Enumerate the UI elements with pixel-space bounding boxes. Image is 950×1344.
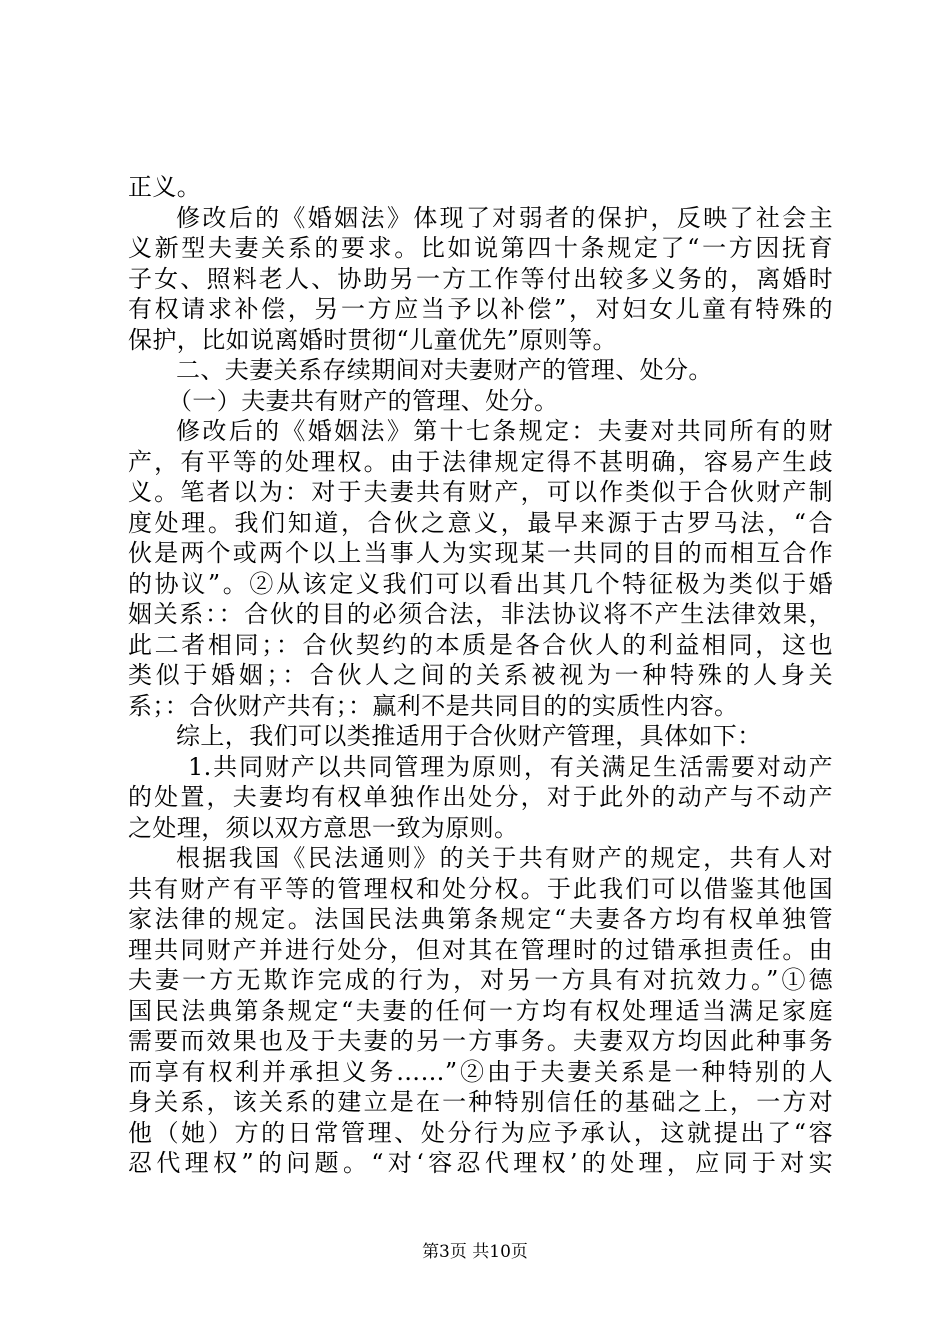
text-line: 正义。 <box>128 173 202 201</box>
text-line: 共有财产有平等的管理权和处分权。于此我们可以借鉴其他国 <box>128 874 833 903</box>
text-line: 忍代理权”的问题。“对‘容忍代理权’的处理，应同于对实 <box>128 1149 833 1177</box>
text-line: 义。笔者以为：对于夫妻共有财产，可以作类似于合伙财产制 <box>128 478 833 506</box>
text-line: 保护，比如说离婚时贯彻“儿童优先”原则等。 <box>128 325 617 354</box>
page-number-label: 第3页 共10页 <box>422 1242 528 1262</box>
text-line: 修改后的《婚姻法》体现了对弱者的保护，反映了社会主 <box>176 203 833 232</box>
text-line: 子女、照料老人、协助另一方工作等付出较多义务的，离婚时 <box>128 264 833 293</box>
text-line: 身关系，该关系的建立是在一种特别信任的基础之上，一方对 <box>128 1088 833 1116</box>
document-body <box>128 172 833 1179</box>
text-line: 二、夫妻关系存续期间对夫妻财产的管理、处分。 <box>176 356 713 384</box>
text-line: 修改后的《婚姻法》第十七条规定：夫妻对共同所有的财 <box>176 417 833 445</box>
text-line: 国民法典第条规定“夫妻的任何一方均有权处理适当满足家庭 <box>128 996 833 1025</box>
text-line: 的处置，夫妻均有权单独作出处分，对于此外的动产与不动产 <box>128 783 833 811</box>
text-line: 此二者相同；：合伙契约的本质是各合伙人的利益相同，这也 <box>128 630 833 659</box>
text-line: 类似于婚姻；：合伙人之间的关系被视为一种特殊的人身关 <box>128 661 833 689</box>
text-line: （一）夫妻共有财产的管理、处分。 <box>168 386 559 415</box>
text-line: 根据我国《民法通则》的关于共有财产的规定，共有人对 <box>176 844 833 872</box>
text-line: 家法律的规定。法国民法典第条规定“夫妻各方均有权单独管 <box>128 905 833 933</box>
text-line: 义新型夫妻关系的要求。比如说第四十条规定了“一方因抚育 <box>128 234 833 262</box>
text-line: 他（她）方的日常管理、处分行为应予承认，这就提出了“容 <box>128 1118 833 1147</box>
text-line: 1.共同财产以共同管理为原则，有关满足生活需要对动产 <box>188 752 833 781</box>
text-line: 度处理。我们知道，合伙之意义，最早来源于古罗马法，“合 <box>128 508 833 537</box>
text-line: 伙是两个或两个以上当事人为实现某一共同的目的而相互合作 <box>128 539 833 567</box>
text-line: 产，有平等的处理权。由于法律规定得不甚明确，容易产生歧 <box>128 447 833 476</box>
text-line: 综上，我们可以类推适用于合伙财产管理，具体如下： <box>176 722 762 750</box>
text-line: 的协议”。②从该定义我们可以看出其几个特征极为类似于婚 <box>128 569 833 598</box>
page-footer <box>0 1242 950 1262</box>
text-line: 而享有权利并承担义务……”②由于夫妻关系是一种特别的人 <box>128 1057 833 1086</box>
text-line: 系；：合伙财产共有；：赢利不是共同目的的实质性内容。 <box>128 691 739 720</box>
text-line: 理共同财产并进行处分，但对其在管理时的过错承担责任。由 <box>128 935 833 964</box>
text-line: 有权请求补偿，另一方应当予以补偿”，对妇女儿童有特殊的 <box>128 295 833 323</box>
text-line: 夫妻一方无欺诈完成的行为，对另一方具有对抗效力。”①德 <box>128 966 833 994</box>
text-line: 需要而效果也及于夫妻的另一方事务。夫妻双方均因此种事务 <box>128 1027 833 1055</box>
text-line: 之处理，须以双方意思一致为原则。 <box>128 813 519 842</box>
text-line: 姻关系：：合伙的目的必须合法，非法协议将不产生法律效果， <box>128 600 833 628</box>
